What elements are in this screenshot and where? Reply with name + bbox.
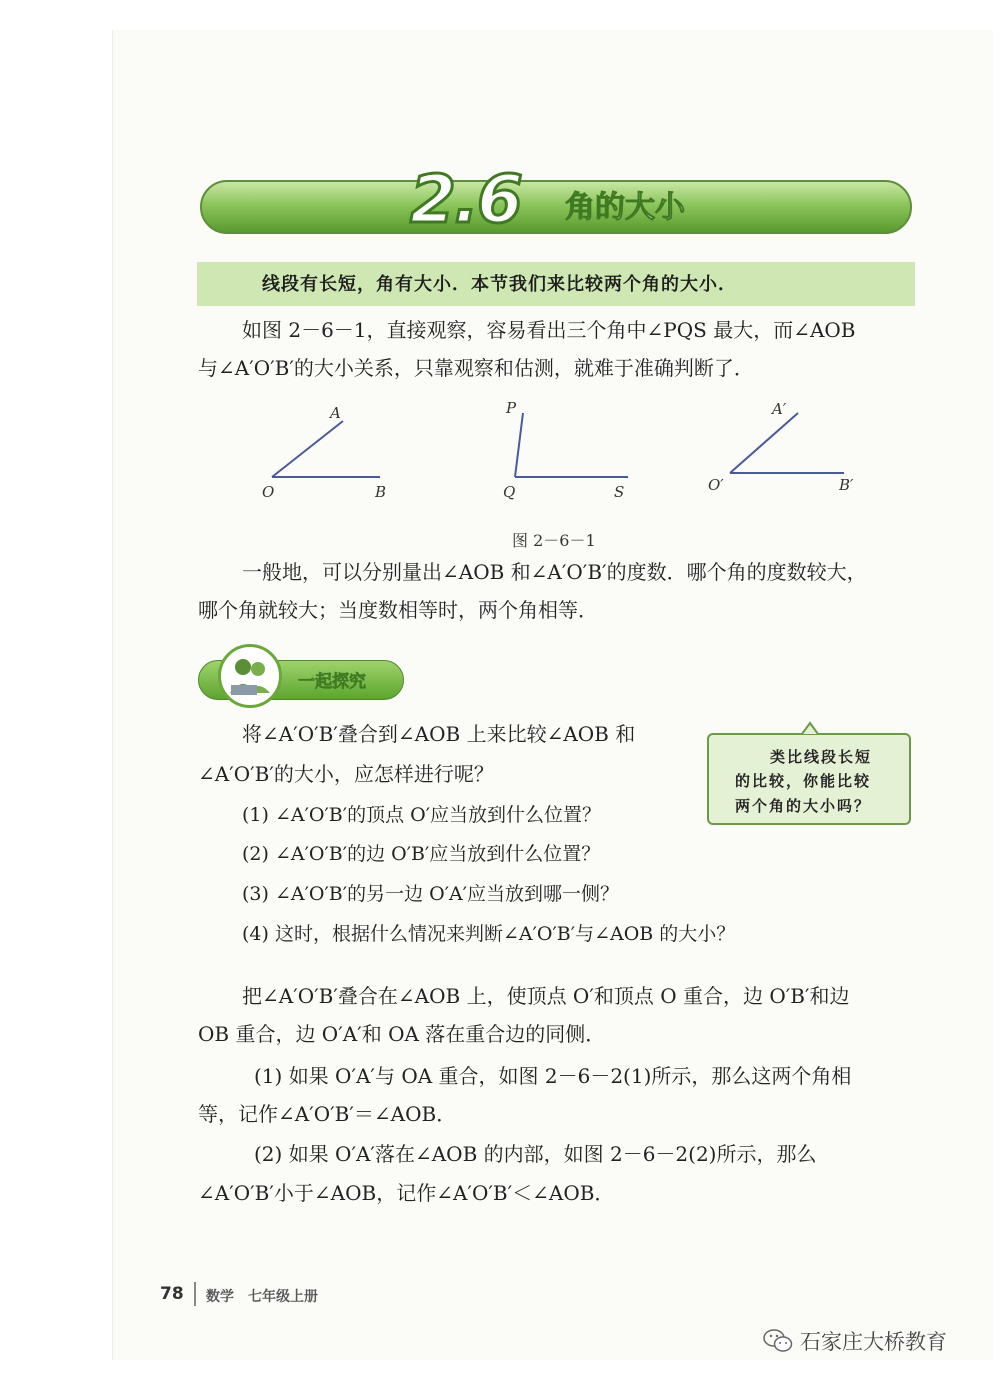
tip-line-2: 的比较，你能比较 (735, 772, 872, 790)
label-P: P (506, 399, 517, 417)
figure-caption: 图 2－6－1 (512, 531, 596, 550)
paragraph-2-line-1: 一般地，可以分别量出∠AOB 和∠A′O′B′的度数．哪个角的度数较大， (242, 560, 867, 584)
intro-text: 线段有长短，角有大小．本节我们来比较两个角的大小． (262, 274, 737, 295)
paragraph-3-line-1: 把∠A′O′B′叠合在∠AOB 上，使顶点 O′和顶点 O 重合，边 O′B′和边 (242, 984, 850, 1008)
ray-QP (515, 413, 523, 477)
label-Q: Q (503, 483, 516, 501)
label-O: O (262, 483, 275, 501)
explore-label: 一起探究 (298, 672, 366, 692)
label-O-prime: O′ (708, 476, 724, 494)
case-1-line-2: 等，记作∠A′O′B′＝∠AOB． (198, 1102, 457, 1126)
label-A-prime: A′ (772, 400, 787, 418)
label-S: S (614, 483, 625, 501)
paragraph-1-line-2: 与∠A′O′B′的大小关系，只靠观察和估测，就难于准确判断了． (198, 356, 754, 380)
watermark-text: 石家庄大桥教育 (800, 1330, 947, 1354)
tip-line-3: 两个角的大小吗？ (735, 797, 872, 815)
explore-question-line-1: 将∠A′O′B′叠合到∠AOB 上来比较∠AOB 和 (242, 722, 636, 746)
page-number: 78 (160, 1284, 184, 1304)
case-1-line-1: (1) 如果 O′A′与 OA 重合，如图 2－6－2(1)所示，那么这两个角相 (254, 1064, 852, 1088)
case-2-line-1: (2) 如果 O′A′落在∠AOB 的内部，如图 2－6－2(2)所示，那么 (254, 1142, 817, 1166)
ray-OA (272, 421, 343, 477)
section-title-banner (200, 180, 912, 234)
footer-divider (194, 1282, 196, 1306)
explore-item-3: (3) ∠A′O′B′的另一边 O′A′应当放到哪一侧？ (242, 883, 620, 905)
explore-people-icon (218, 644, 282, 708)
label-B-prime: B′ (839, 476, 854, 494)
book-title: 数学 七年级上册 (206, 1289, 318, 1305)
label-B: B (375, 483, 387, 501)
explore-question-line-2: ∠A′O′B′的大小，应怎样进行呢？ (198, 762, 494, 786)
case-2-line-2: ∠A′O′B′小于∠AOB，记作∠A′O′B′＜∠AOB． (198, 1181, 615, 1205)
paragraph-1-line-1: 如图 2－6－1，直接观察，容易看出三个角中∠PQS 最大，而∠AOB (242, 318, 856, 342)
tip-line-1: 类比线段长短 (770, 748, 873, 766)
ray-O2A2 (730, 413, 798, 473)
label-A: A (330, 404, 341, 422)
paragraph-2-line-2: 哪个角就较大；当度数相等时，两个角相等． (198, 598, 598, 622)
explore-item-2: (2) ∠A′O′B′的边 O′B′应当放到什么位置？ (242, 843, 601, 865)
explore-item-4: (4) 这时，根据什么情况来判断∠A′O′B′与∠AOB 的大小？ (242, 923, 736, 945)
tip-pin-icon (800, 721, 820, 735)
section-number: 2.6 (410, 161, 521, 238)
section-title: 角的大小 (565, 190, 685, 225)
explore-item-1: (1) ∠A′O′B′的顶点 O′应当放到什么位置？ (242, 804, 602, 826)
wechat-icon (763, 1328, 793, 1354)
paragraph-3-line-2: OB 重合，边 O′A′和 OA 落在重合边的同侧． (198, 1022, 606, 1046)
